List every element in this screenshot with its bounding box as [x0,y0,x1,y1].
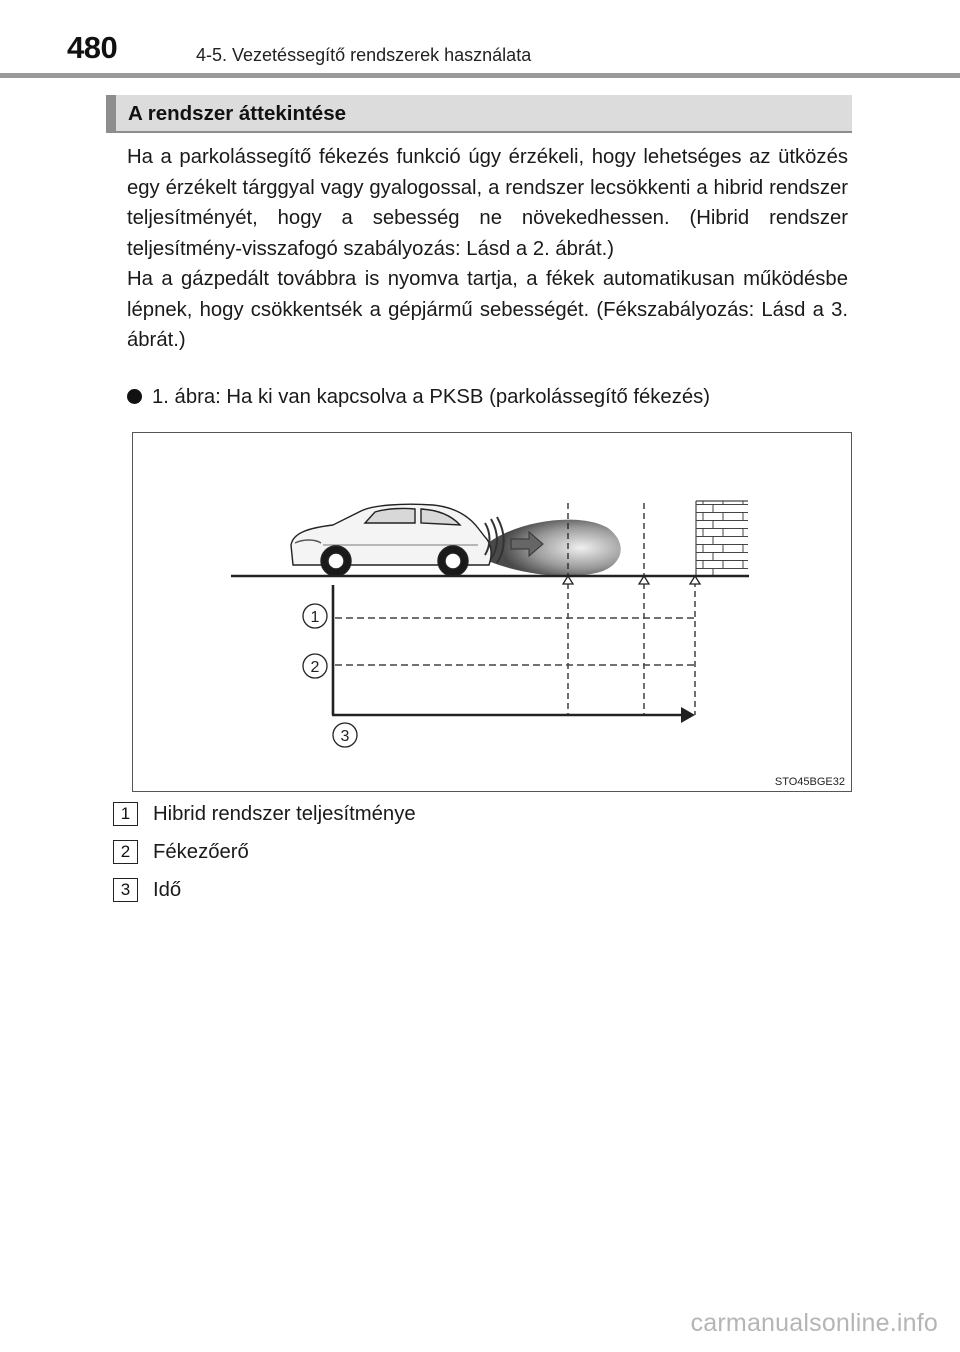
legend-item [113,838,713,868]
watermark-text: carmanualsonline.info [690,1309,938,1337]
figure-box [132,432,852,792]
legend-text: Hibrid rendszer teljesítménye [153,803,416,825]
bullet-text: 1. ábra: Ha ki van kapcsolva a PKSB (parkolássegítő fékezés) [152,386,711,408]
legend-text: Fékezőerő [153,841,249,863]
callout-1 [303,604,327,628]
sensor-beam [488,520,621,576]
chapter-title: 4-5. Vezetéssegítő rendszerek használata [196,45,532,65]
page-header [0,0,960,80]
bullet-icon [127,389,142,404]
header-rule [0,73,960,78]
section-heading [106,95,852,133]
svg-text:3: 3 [340,728,350,745]
pksb-diagram [133,433,853,793]
chart-axes [332,585,695,723]
body-text [127,142,848,356]
callout-2 [303,654,327,678]
legend-number: 3 [113,878,138,902]
legend-number: 1 [113,802,138,826]
brick-wall-icon [696,501,748,576]
level-lines [335,618,695,665]
legend-number: 2 [113,840,138,864]
paragraph-2: Ha a gázpedált továbbra is nyomva tartja, a fékek automatikusan működésbe lépnek, hogy csökkentsék a gépjármű sebességét. (Fékszabályozás: Lásd a 3. ábrát.) [127,268,848,351]
page-number: 480 [67,30,118,65]
svg-text:1: 1 [310,609,320,626]
section-heading-text: A rendszer áttekintése [128,102,346,125]
figure-code: STO45BGE32 [774,776,845,788]
svg-text:2: 2 [310,659,320,676]
legend-text: Idő [153,879,182,901]
callout-3 [333,723,357,747]
legend-item [113,876,713,906]
paragraph-1: Ha a parkolássegítő fékezés funkció úgy érzékeli, hogy lehetséges az ütközés egy érzékelt tárggyal vagy gyalogossal, a rendszer lecsökkenti a hibrid rendszer teljesítményét, hogy a sebesség ne növekedhessen. (Hibrid rendszer teljesítmény-visszafogó szabályozás: Lásd a 2. ábrát.) [127,146,848,260]
car-icon [291,504,491,576]
legend-item [113,800,713,830]
figure-bullet [127,382,710,412]
